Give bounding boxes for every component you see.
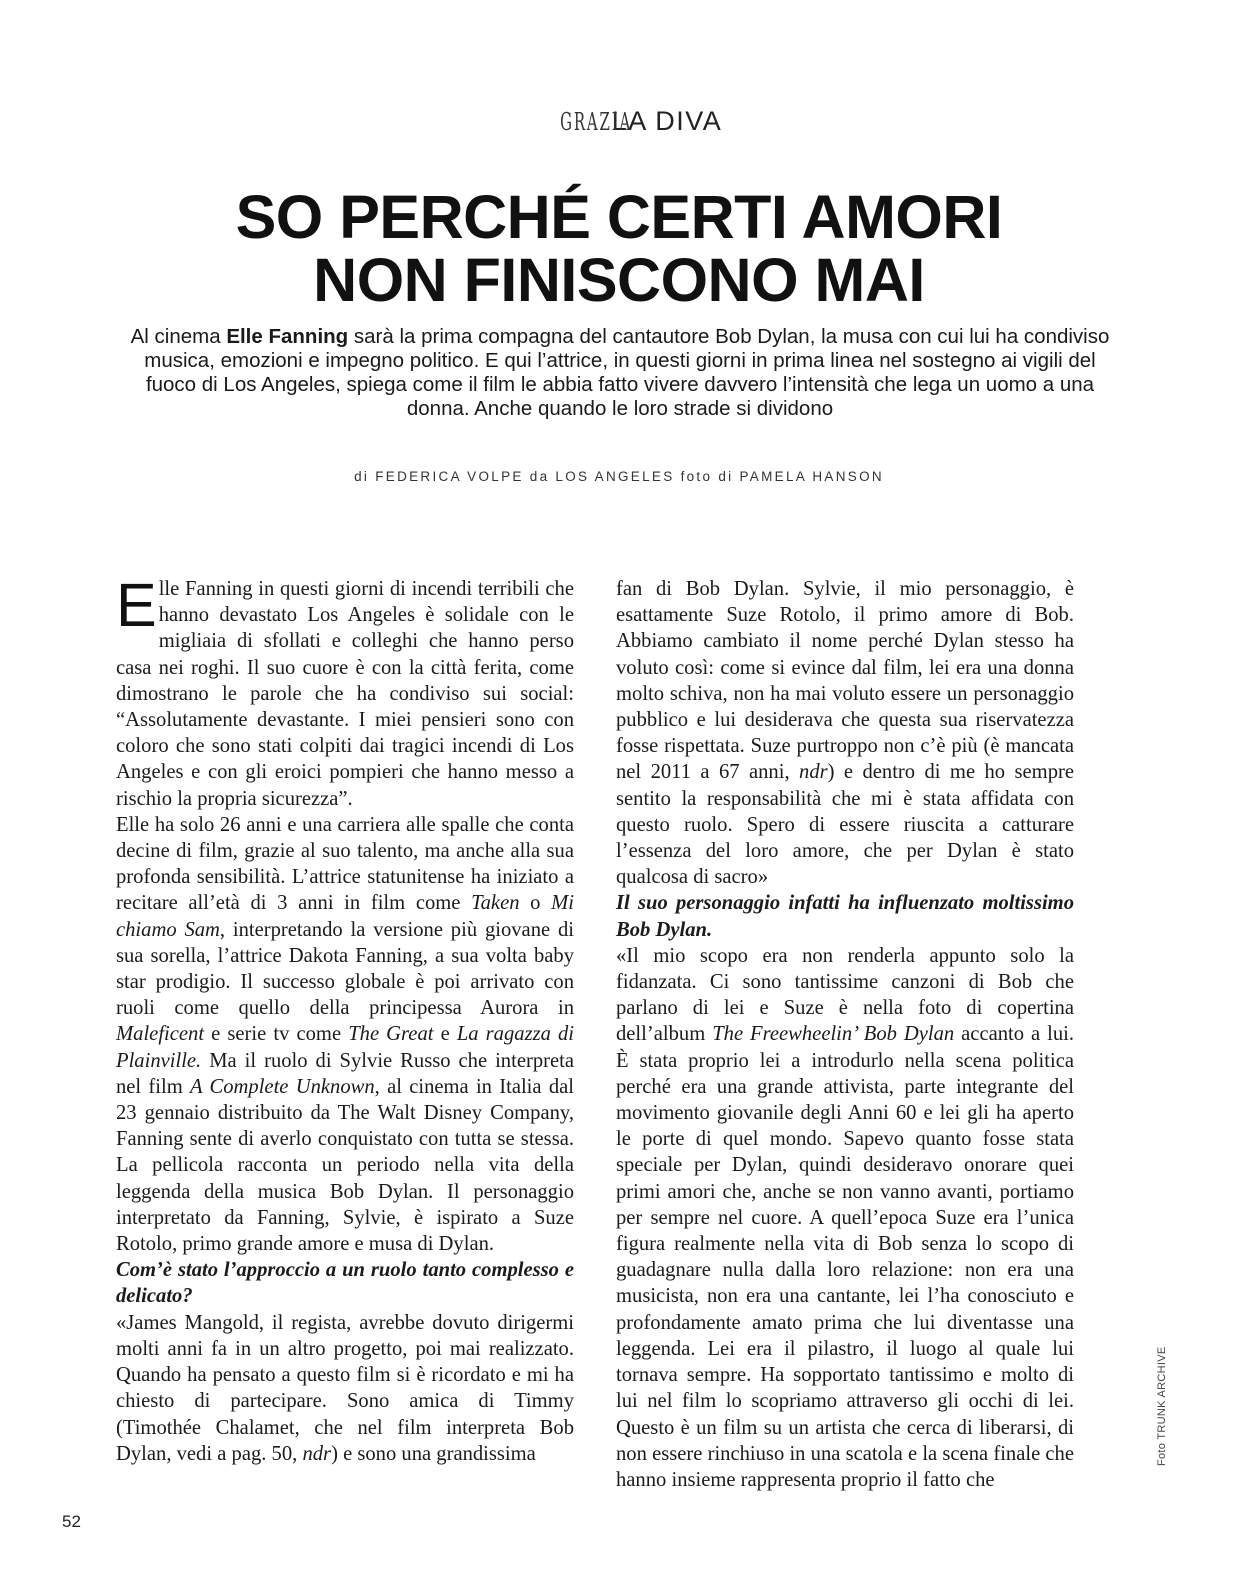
byline: di FEDERICA VOLPE da LOS ANGELES foto di PAMELA HANSON xyxy=(354,469,884,484)
text-run: «Il mio scopo era non renderla appunto solo la fidanzata. Ci sono tantissime canzoni di Bob che parlano di lei e Suze è nella foto di copertina dell’album xyxy=(616,944,1074,1046)
text-run: «James Mangold, il regista, avrebbe dovuto dirigermi molti anni fa in un altro progetto, poi mai realizzato. Quando ha pensato a questo film si è ricordato e mi ha chiesto di partecipare. Sono amica di Timmy (Timothée Chalamet, che nel film interpreta Bob Dylan, vedi a pag. 50, xyxy=(116,1311,574,1465)
text-run: lle Fanning in questi giorni di incendi terribili che hanno devastato Los Angeles è solidale con le migliaia di sfollati e colleghi che hanno perso casa nei roghi. Il suo cuore è con la città ferita, come dimostrano le parole che ha condiviso sui social: “Assolutamente devastante. I miei pensieri sono con coloro che sono stati colpiti dai tragici incendi di Los Angeles e con gli eroici pompieri che hanno messo a rischio la propria sicurezza”. xyxy=(116,578,574,810)
article-column-1 xyxy=(116,571,575,1467)
body-paragraph xyxy=(616,576,1074,890)
section-label: LA DIVA xyxy=(611,106,723,136)
body-paragraph xyxy=(116,1310,574,1467)
italic-title: Maleficent xyxy=(116,1023,205,1046)
text-run: o xyxy=(519,892,552,915)
italic-title: ndr xyxy=(799,761,828,784)
body-paragraph xyxy=(616,943,1074,1493)
body-paragraph xyxy=(116,812,574,1257)
italic-title: A Complete Unknown xyxy=(190,1075,375,1098)
section-kicker xyxy=(0,106,1238,137)
body-paragraph xyxy=(116,571,574,812)
standfirst xyxy=(120,325,1120,421)
article-title xyxy=(0,183,1238,314)
text-run: Elle ha solo 26 anni e una carriera alle spalle che conta decine di film, grazie al suo talento, ma anche alla sua profonda sensibilità. L’attrice statunitense ha iniziato a recitare all’età di 3 anni in film come xyxy=(116,813,574,915)
italic-title: La ragazza di Plainville. xyxy=(116,1023,575,1072)
italic-title: The Great xyxy=(348,1023,434,1046)
photo-credit: Foto TRUNK ARCHIVE xyxy=(1156,1346,1168,1466)
text-run: fan di Bob Dylan. Sylvie, il mio personaggio, è esattamente Suze Rotolo, il primo amore di Bob. Abbiamo cambiato il nome perché Dylan stesso ha voluto così: come si evince dal film, lei era una donna molto schiva, non ha mai voluto essere un personaggio pubblico e lui desiderava che questa sua riservatezza fosse rispettata. Suze purtroppo non c’è più (è mancata nel 2011 a 67 anni, xyxy=(616,578,1074,784)
italic-title: Taken xyxy=(471,892,520,915)
page-number: 52 xyxy=(62,1512,81,1531)
text-run: Com’è stato l’approccio a un ruolo tanto complesso e delicato? xyxy=(116,1259,574,1308)
article-column-2 xyxy=(616,576,1074,1493)
standfirst-text: Al cinema xyxy=(130,325,227,348)
drop-cap: E xyxy=(116,571,157,639)
text-run: e serie tv come xyxy=(204,1023,349,1046)
title-line: NON FINISCONO MAI xyxy=(313,246,925,314)
text-run: Il suo personaggio infatti ha influenzato moltissimo Bob Dylan. xyxy=(616,892,1074,941)
standfirst-bold-name: Elle Fanning xyxy=(226,325,349,348)
magazine-logo: GRAZIA xyxy=(559,108,632,136)
text-run: Ma il ruolo di Sylvie Russo che interpreta nel film xyxy=(116,1049,574,1098)
standfirst-text: sarà la prima compagna del cantautore Bob Dylan, la musa con cui lui ha condiviso musica, emozioni e impegno politico. E qui l’attrice, in questi giorni in prima linea nel sostegno ai vigili del fuoco di Los Angeles, spiega come il film le abbia fatto vivere davvero l’intensità che lega un uomo a una donna. Anche quando le loro strade si dividono xyxy=(144,325,1110,420)
text-run: , al cinema in Italia dal 23 gennaio distribuito da The Walt Disney Company, Fanning sente di averlo conquistato con tutta se stessa. La pellicola racconta un periodo nella vita della leggenda della musica Bob Dylan. Il personaggio interpretato da Fanning, Sylvie, è ispirato a Suze Rotolo, primo grande amore e musa di Dylan. xyxy=(116,1075,574,1256)
title-line: SO PERCHÉ CERTI AMORI xyxy=(235,183,1003,251)
italic-title: The Freewheelin’ Bob Dylan xyxy=(712,1023,955,1046)
interview-question xyxy=(116,1257,574,1309)
text-run: ) e dentro di me ho sempre sentito la responsabilità che mi è stata affidata con questo ruolo. Spero di essere riuscita a catturare l’essenza del loro amore, che per Dylan è stato qualcosa di sacro» xyxy=(616,761,1074,889)
text-run: accanto a lui. È stata proprio lei a introdurlo nella scena politica perché era una grande attivista, parte integrante del movimento giovanile degli Anni 60 e lei gli ha aperto le porte di quel mondo. Sapevo quanto fosse stata speciale per Dylan, quindi desideravo onorare quei primi amori che, anche se non vanno avanti, portiamo per sempre nel cuore. A quell’epoca Suze era l’unica figura realmente nella vita di Bob senza lo scopo di guadagnare nulla dalla loro relazione: non era una musicista, non era una cantante, lei l’ha conosciuto e profondamente amato prima che lui diventasse una leggenda. Lei era il pilastro, il luogo al quale lui tornava sempre. Ha sopportato tantissimo e molto di lui nel film lo scopriamo attraverso gli occhi di lei. Questo è un film su un artista che cerca di liberarsi, di non essere rinchiuso in una scatola e la scena finale che hanno insieme rappresenta proprio il fatto che xyxy=(616,1023,1074,1491)
text-run: , interpretando la versione più giovane di sua sorella, l’attrice Dakota Fanning, a sua volta baby star prodigio. Il successo globale è poi arrivato con ruoli come quello della principessa Aurora in xyxy=(116,918,574,1020)
interview-question xyxy=(616,890,1074,942)
text-run: ) e sono una grandissima xyxy=(331,1442,536,1465)
italic-title: ndr xyxy=(302,1442,332,1465)
text-run: e xyxy=(433,1023,457,1046)
italic-title: Mi chiamo Sam xyxy=(116,892,575,941)
